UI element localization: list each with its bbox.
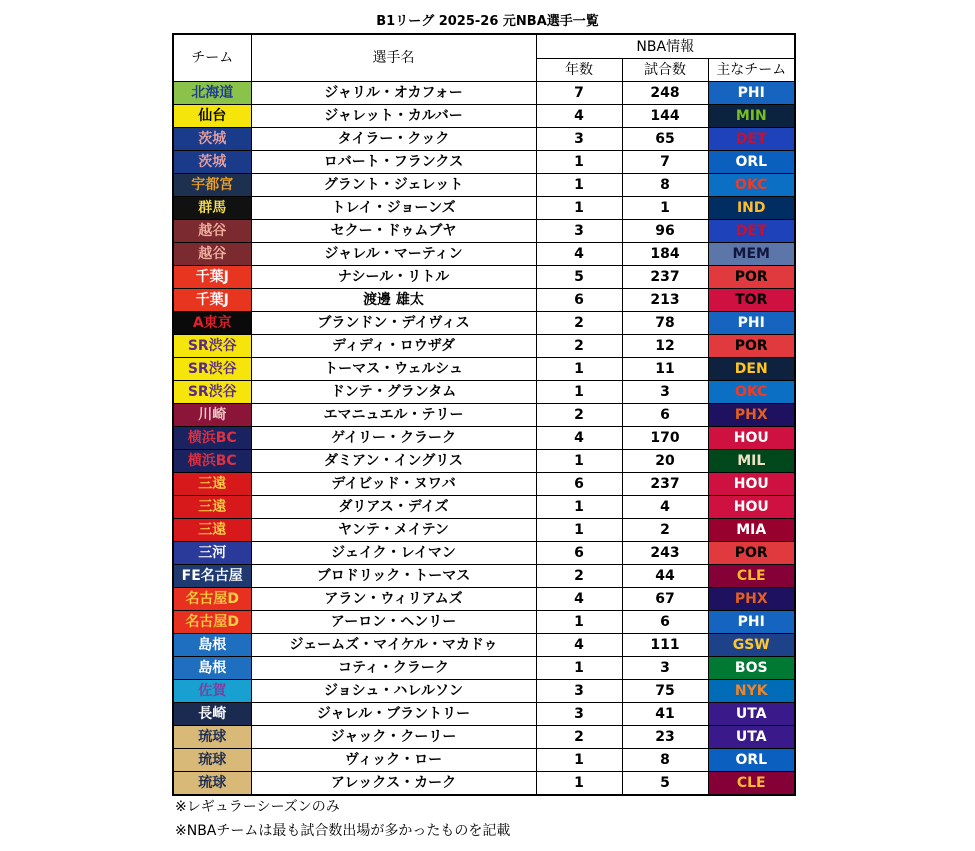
table-row: [173, 174, 795, 197]
games-cell: 67: [622, 588, 708, 611]
years-cell: 3: [536, 128, 622, 151]
games-cell: 2: [622, 519, 708, 542]
nba-team-cell: PHI: [708, 312, 795, 335]
player-name-cell: アレックス・カーク: [251, 772, 536, 796]
table-row: [173, 772, 795, 796]
nba-team-cell: BOS: [708, 657, 795, 680]
years-cell: 3: [536, 680, 622, 703]
table-row: [173, 749, 795, 772]
player-name-cell: トレイ・ジョーンズ: [251, 197, 536, 220]
games-cell: 213: [622, 289, 708, 312]
games-cell: 44: [622, 565, 708, 588]
years-cell: 1: [536, 772, 622, 796]
nba-team-cell: MIA: [708, 519, 795, 542]
nba-team-cell: GSW: [708, 634, 795, 657]
table-row: [173, 657, 795, 680]
games-cell: 144: [622, 105, 708, 128]
player-name-cell: ダミアン・イングリス: [251, 450, 536, 473]
years-cell: 1: [536, 749, 622, 772]
games-cell: 7: [622, 151, 708, 174]
team-cell: FE名古屋: [173, 565, 251, 588]
player-name-cell: セクー・ドゥムブヤ: [251, 220, 536, 243]
team-cell: 千葉J: [173, 289, 251, 312]
table-row: [173, 151, 795, 174]
team-cell: 長崎: [173, 703, 251, 726]
header-player: 選手名: [251, 34, 536, 82]
player-name-cell: ナシール・リトル: [251, 266, 536, 289]
team-cell: 琉球: [173, 726, 251, 749]
table-row: [173, 404, 795, 427]
table-row: [173, 473, 795, 496]
nba-team-cell: TOR: [708, 289, 795, 312]
table-row: [173, 266, 795, 289]
nba-team-cell: HOU: [708, 427, 795, 450]
player-name-cell: アーロン・ヘンリー: [251, 611, 536, 634]
years-cell: 1: [536, 611, 622, 634]
player-name-cell: ブランドン・デイヴィス: [251, 312, 536, 335]
games-cell: 65: [622, 128, 708, 151]
player-name-cell: ゲイリー・クラーク: [251, 427, 536, 450]
nba-team-cell: PHX: [708, 404, 795, 427]
nba-team-cell: UTA: [708, 726, 795, 749]
games-cell: 12: [622, 335, 708, 358]
nba-team-cell: POR: [708, 335, 795, 358]
games-cell: 5: [622, 772, 708, 796]
table-row: [173, 496, 795, 519]
team-cell: 川崎: [173, 404, 251, 427]
team-cell: 群馬: [173, 197, 251, 220]
table-row: [173, 220, 795, 243]
games-cell: 3: [622, 657, 708, 680]
years-cell: 1: [536, 450, 622, 473]
team-cell: 佐賀: [173, 680, 251, 703]
nba-team-cell: IND: [708, 197, 795, 220]
team-cell: SR渋谷: [173, 358, 251, 381]
header-team: チーム: [173, 34, 251, 82]
games-cell: 75: [622, 680, 708, 703]
table-row: [173, 381, 795, 404]
team-cell: 横浜BC: [173, 450, 251, 473]
team-cell: 三遠: [173, 473, 251, 496]
team-cell: 茨城: [173, 128, 251, 151]
team-cell: 北海道: [173, 82, 251, 105]
header-years: 年数: [536, 59, 622, 82]
player-name-cell: ジェームズ・マイケル・マカドゥ: [251, 634, 536, 657]
team-cell: SR渋谷: [173, 381, 251, 404]
player-name-cell: ダリアス・デイズ: [251, 496, 536, 519]
nba-team-cell: ORL: [708, 151, 795, 174]
years-cell: 7: [536, 82, 622, 105]
header-nba-info: NBA情報: [536, 34, 795, 59]
player-name-cell: 渡邊 雄太: [251, 289, 536, 312]
player-name-cell: ロバート・フランクス: [251, 151, 536, 174]
nba-team-cell: NYK: [708, 680, 795, 703]
player-name-cell: ジャリル・オカフォー: [251, 82, 536, 105]
team-cell: 千葉J: [173, 266, 251, 289]
nba-team-cell: ORL: [708, 749, 795, 772]
team-cell: 越谷: [173, 243, 251, 266]
team-cell: 名古屋D: [173, 588, 251, 611]
years-cell: 2: [536, 726, 622, 749]
nba-team-cell: HOU: [708, 496, 795, 519]
years-cell: 3: [536, 220, 622, 243]
table-row: [173, 680, 795, 703]
table-row: [173, 82, 795, 105]
nba-team-cell: POR: [708, 266, 795, 289]
games-cell: 23: [622, 726, 708, 749]
team-cell: 琉球: [173, 772, 251, 796]
nba-team-cell: HOU: [708, 473, 795, 496]
games-cell: 6: [622, 404, 708, 427]
note-nba-team: ※NBAチームは最も試合数出場が多かったものを記載: [175, 823, 511, 839]
team-cell: SR渋谷: [173, 335, 251, 358]
player-name-cell: ジェイク・レイマン: [251, 542, 536, 565]
games-cell: 4: [622, 496, 708, 519]
nba-team-cell: DET: [708, 220, 795, 243]
games-cell: 6: [622, 611, 708, 634]
games-cell: 1: [622, 197, 708, 220]
nba-team-cell: MEM: [708, 243, 795, 266]
table-row: [173, 726, 795, 749]
nba-team-cell: PHI: [708, 82, 795, 105]
player-name-cell: ジャレット・カルバー: [251, 105, 536, 128]
years-cell: 4: [536, 427, 622, 450]
years-cell: 6: [536, 542, 622, 565]
table-row: [173, 542, 795, 565]
table-row: [173, 565, 795, 588]
table-row: [173, 634, 795, 657]
header-main-team: 主なチーム: [708, 59, 795, 82]
team-cell: 越谷: [173, 220, 251, 243]
nba-team-cell: OKC: [708, 174, 795, 197]
table-row: [173, 128, 795, 151]
years-cell: 1: [536, 174, 622, 197]
nba-team-cell: CLE: [708, 772, 795, 796]
table-row: [173, 450, 795, 473]
player-name-cell: タイラー・クック: [251, 128, 536, 151]
team-cell: 三河: [173, 542, 251, 565]
table-row: [173, 105, 795, 128]
nba-team-cell: PHX: [708, 588, 795, 611]
games-cell: 8: [622, 749, 708, 772]
games-cell: 41: [622, 703, 708, 726]
nba-team-cell: UTA: [708, 703, 795, 726]
table-row: [173, 703, 795, 726]
table-row: [173, 588, 795, 611]
years-cell: 2: [536, 335, 622, 358]
player-name-cell: ジャック・クーリー: [251, 726, 536, 749]
games-cell: 243: [622, 542, 708, 565]
years-cell: 2: [536, 565, 622, 588]
player-name-cell: アラン・ウィリアムズ: [251, 588, 536, 611]
years-cell: 1: [536, 496, 622, 519]
player-name-cell: ヤンテ・メイテン: [251, 519, 536, 542]
games-cell: 3: [622, 381, 708, 404]
team-cell: 宇都宮: [173, 174, 251, 197]
table-row: [173, 519, 795, 542]
years-cell: 6: [536, 473, 622, 496]
player-name-cell: グラント・ジェレット: [251, 174, 536, 197]
table-row: [173, 358, 795, 381]
years-cell: 3: [536, 703, 622, 726]
page-title: B1リーグ 2025-26 元NBA選手一覧: [376, 14, 599, 29]
header-games: 試合数: [622, 59, 708, 82]
team-cell: 島根: [173, 634, 251, 657]
games-cell: 11: [622, 358, 708, 381]
years-cell: 4: [536, 105, 622, 128]
games-cell: 78: [622, 312, 708, 335]
team-cell: 横浜BC: [173, 427, 251, 450]
table-row: [173, 312, 795, 335]
table-row: [173, 611, 795, 634]
nba-team-cell: PHI: [708, 611, 795, 634]
games-cell: 8: [622, 174, 708, 197]
games-cell: 96: [622, 220, 708, 243]
player-name-cell: コティ・クラーク: [251, 657, 536, 680]
team-cell: 仙台: [173, 105, 251, 128]
years-cell: 1: [536, 657, 622, 680]
years-cell: 1: [536, 151, 622, 174]
years-cell: 1: [536, 381, 622, 404]
nba-team-cell: DEN: [708, 358, 795, 381]
player-name-cell: ジャレル・ブラントリー: [251, 703, 536, 726]
player-name-cell: ジョシュ・ハレルソン: [251, 680, 536, 703]
nba-team-cell: OKC: [708, 381, 795, 404]
team-cell: 三遠: [173, 496, 251, 519]
nba-team-cell: MIL: [708, 450, 795, 473]
games-cell: 170: [622, 427, 708, 450]
years-cell: 1: [536, 519, 622, 542]
team-cell: 琉球: [173, 749, 251, 772]
games-cell: 111: [622, 634, 708, 657]
player-name-cell: エマニュエル・テリー: [251, 404, 536, 427]
games-cell: 237: [622, 266, 708, 289]
team-cell: 茨城: [173, 151, 251, 174]
players-table: [172, 33, 796, 796]
team-cell: 三遠: [173, 519, 251, 542]
years-cell: 6: [536, 289, 622, 312]
years-cell: 4: [536, 243, 622, 266]
years-cell: 2: [536, 312, 622, 335]
table-row: [173, 427, 795, 450]
team-cell: A東京: [173, 312, 251, 335]
player-name-cell: ヴィック・ロー: [251, 749, 536, 772]
games-cell: 20: [622, 450, 708, 473]
team-cell: 名古屋D: [173, 611, 251, 634]
player-name-cell: ジャレル・マーティン: [251, 243, 536, 266]
player-name-cell: ドンテ・グランタム: [251, 381, 536, 404]
games-cell: 237: [622, 473, 708, 496]
player-name-cell: ディディ・ロウザダ: [251, 335, 536, 358]
nba-team-cell: DET: [708, 128, 795, 151]
nba-team-cell: MIN: [708, 105, 795, 128]
years-cell: 1: [536, 358, 622, 381]
player-name-cell: トーマス・ウェルシュ: [251, 358, 536, 381]
table-row: [173, 289, 795, 312]
player-name-cell: ブロドリック・トーマス: [251, 565, 536, 588]
table-row: [173, 197, 795, 220]
years-cell: 4: [536, 634, 622, 657]
player-name-cell: デイビッド・ヌワバ: [251, 473, 536, 496]
years-cell: 1: [536, 197, 622, 220]
games-cell: 248: [622, 82, 708, 105]
years-cell: 5: [536, 266, 622, 289]
table-row: [173, 243, 795, 266]
years-cell: 2: [536, 404, 622, 427]
games-cell: 184: [622, 243, 708, 266]
nba-team-cell: CLE: [708, 565, 795, 588]
note-regular-season: ※レギュラーシーズンのみ: [175, 799, 340, 815]
team-cell: 島根: [173, 657, 251, 680]
table-row: [173, 335, 795, 358]
nba-team-cell: POR: [708, 542, 795, 565]
years-cell: 4: [536, 588, 622, 611]
